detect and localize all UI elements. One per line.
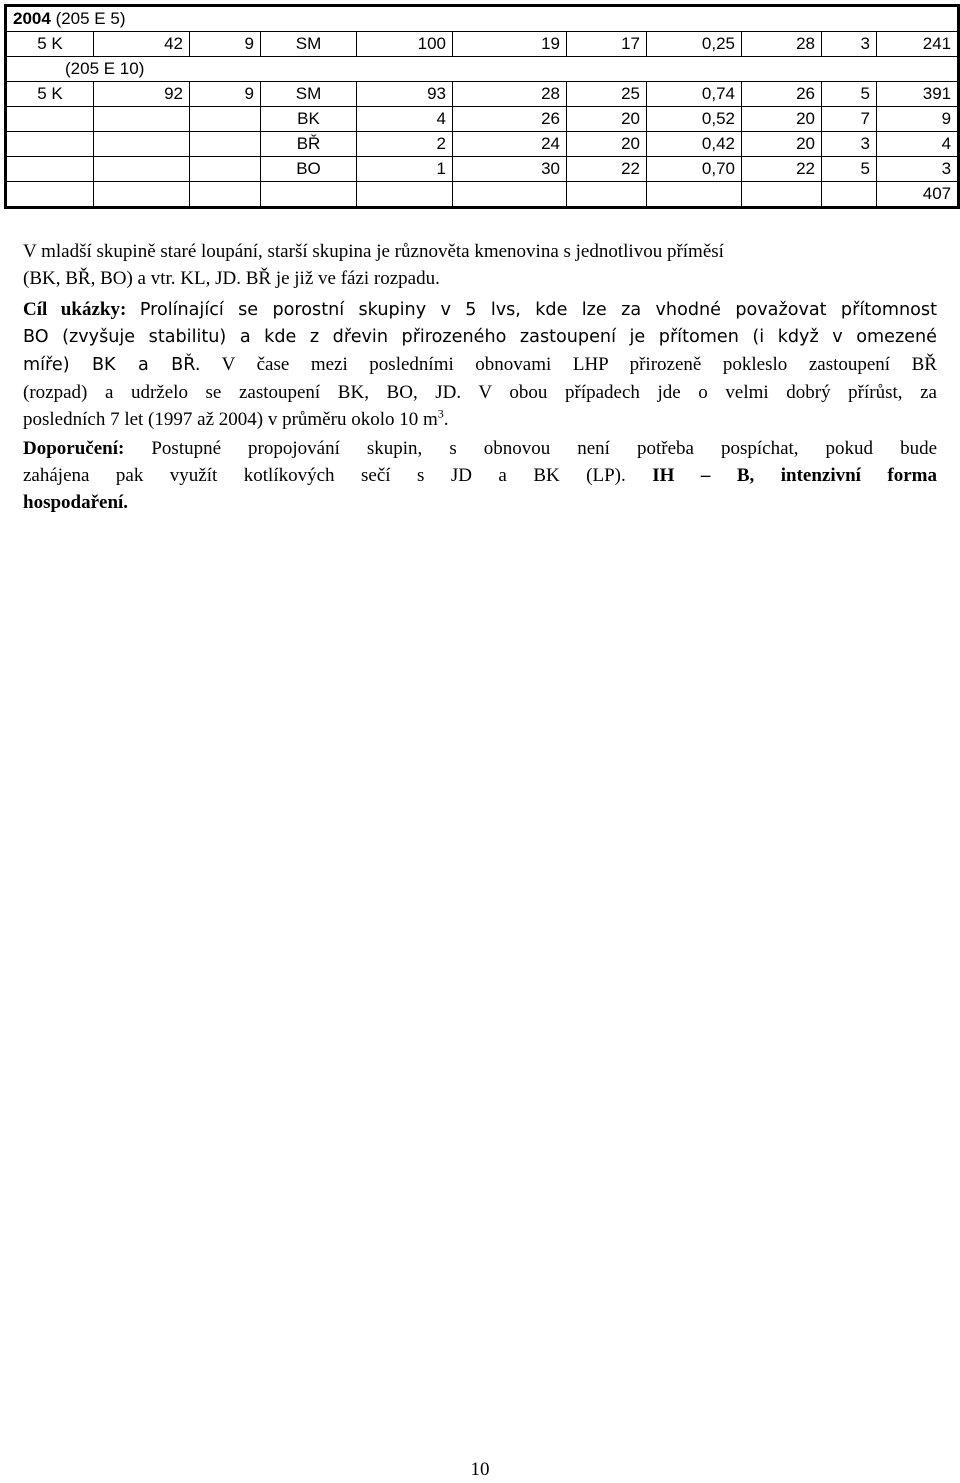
table-cell: 3 xyxy=(822,32,877,57)
table-row xyxy=(6,107,959,132)
table-cell: 9 xyxy=(877,107,959,132)
text-line: V mladší skupině staré loupání, starší skupina je různověta kmenovina s jednotlivou příměsí xyxy=(23,241,724,262)
text-span: míře) BK a BŘ. xyxy=(23,355,201,375)
text-line xyxy=(23,351,937,379)
table-cell xyxy=(94,107,190,132)
table-cell: 0,52 xyxy=(647,107,742,132)
table-cell: SM xyxy=(261,32,357,57)
table-cell: 17 xyxy=(567,32,647,57)
table-row xyxy=(6,57,959,82)
text-span: posledních 7 let (1997 až 2004) v průměru okolo 10 m xyxy=(23,409,438,430)
text-line xyxy=(23,406,937,433)
table-row xyxy=(6,82,959,107)
text-line xyxy=(23,379,937,406)
table-cell: 20 xyxy=(742,107,822,132)
table-cell: 28 xyxy=(453,82,567,107)
table-cell: 22 xyxy=(567,157,647,182)
table-cell xyxy=(6,132,94,157)
table-cell: 0,42 xyxy=(647,132,742,157)
recommendation-label: Doporučení: xyxy=(23,438,125,459)
table-cell xyxy=(742,182,822,208)
table-row xyxy=(6,32,959,57)
table-cell: 3 xyxy=(822,132,877,157)
table-cell: 0,74 xyxy=(647,82,742,107)
table-cell: 93 xyxy=(357,82,453,107)
table-cell: 42 xyxy=(94,32,190,57)
text-span: V čase mezi posledními obnovami LHP přirozeně pokleslo zastoupení BŘ xyxy=(221,354,937,375)
year-header-cell xyxy=(6,6,959,32)
paragraph-goal xyxy=(23,296,937,433)
table-cell: SM xyxy=(261,82,357,107)
goal-label: Cíl ukázky: xyxy=(23,299,127,320)
table-cell xyxy=(567,182,647,208)
superscript: 3 xyxy=(437,406,444,421)
table-cell: 0,70 xyxy=(647,157,742,182)
table-cell: 28 xyxy=(742,32,822,57)
table-cell: 100 xyxy=(357,32,453,57)
table-cell: 9 xyxy=(190,32,261,57)
text-line xyxy=(23,462,937,489)
group2-label: (205 E 10) xyxy=(6,57,959,82)
table-cell: 19 xyxy=(453,32,567,57)
table-row xyxy=(6,182,959,208)
table-cell xyxy=(822,182,877,208)
table-cell: 0,25 xyxy=(647,32,742,57)
table-cell: 9 xyxy=(190,82,261,107)
text-span: Prolínající se porostní skupiny v 5 lvs, kde lze za vhodné považovat přítomnost xyxy=(139,300,937,320)
table-cell xyxy=(261,182,357,208)
table-cell: 5 xyxy=(822,82,877,107)
table-cell xyxy=(647,182,742,208)
table-cell: 25 xyxy=(567,82,647,107)
table-cell: BŘ xyxy=(261,132,357,157)
page-number: 10 xyxy=(470,1459,490,1480)
table-cell: 26 xyxy=(742,82,822,107)
text-span: (rozpad) a udrželo se zastoupení BK, BO, JD. xyxy=(23,382,462,403)
table-cell xyxy=(190,157,261,182)
table-cell: 20 xyxy=(567,132,647,157)
table-cell: 30 xyxy=(453,157,567,182)
text-line xyxy=(23,296,937,324)
table-row xyxy=(6,6,959,32)
text-span: . xyxy=(443,409,449,430)
table-cell: 241 xyxy=(877,32,959,57)
paragraph-description xyxy=(23,238,937,292)
table-cell: 92 xyxy=(94,82,190,107)
table-cell: 5 K xyxy=(6,82,94,107)
table-cell: BK xyxy=(261,107,357,132)
table-cell: 1 xyxy=(357,157,453,182)
table-cell: 4 xyxy=(877,132,959,157)
table-cell xyxy=(94,132,190,157)
table-cell: 2 xyxy=(357,132,453,157)
table-cell: 20 xyxy=(567,107,647,132)
table-cell xyxy=(94,182,190,208)
text-line: BO (zvyšuje stabilitu) a kde z dřevin přirozeného zastoupení je přítomen (i když v omezené xyxy=(23,327,937,347)
text-span: Postupné propojování skupin, s obnovou není potřeba pospíchat, pokud bude xyxy=(151,438,938,459)
table-cell: BO xyxy=(261,157,357,182)
text-span: zahájena pak využít kotlíkových sečí s JD a BK (LP). xyxy=(23,465,626,486)
table-cell: 24 xyxy=(453,132,567,157)
table-row xyxy=(6,157,959,182)
table-cell xyxy=(190,182,261,208)
text-line: hospodaření. xyxy=(23,492,129,513)
table-cell xyxy=(453,182,567,208)
table-cell: 7 xyxy=(822,107,877,132)
table-cell xyxy=(6,157,94,182)
text-line: (BK, BŘ, BO) a vtr. KL, JD. BŘ je již ve fázi rozpadu. xyxy=(23,268,440,289)
table-cell: 20 xyxy=(742,132,822,157)
table-cell: 4 xyxy=(357,107,453,132)
table-cell xyxy=(6,182,94,208)
paragraph-recommendation xyxy=(23,435,937,516)
table-cell: 5 xyxy=(822,157,877,182)
table-cell xyxy=(357,182,453,208)
table-cell xyxy=(6,107,94,132)
table-cell xyxy=(94,157,190,182)
stand-table xyxy=(4,4,960,209)
text-span: V obou případech jde o velmi dobrý přírůst, za xyxy=(478,382,937,403)
table-cell: 5 K xyxy=(6,32,94,57)
table-cell: 3 xyxy=(877,157,959,182)
table-cell xyxy=(190,107,261,132)
year-label: 2004 xyxy=(13,9,51,28)
table-row xyxy=(6,132,959,157)
table-cell: 22 xyxy=(742,157,822,182)
table-cell xyxy=(190,132,261,157)
table-cell: 391 xyxy=(877,82,959,107)
text-span: IH – B, intenzivní forma xyxy=(652,465,938,486)
table-cell: 26 xyxy=(453,107,567,132)
text-line xyxy=(23,435,937,462)
total-cell: 407 xyxy=(877,182,959,208)
group1-label: (205 E 5) xyxy=(55,9,126,28)
